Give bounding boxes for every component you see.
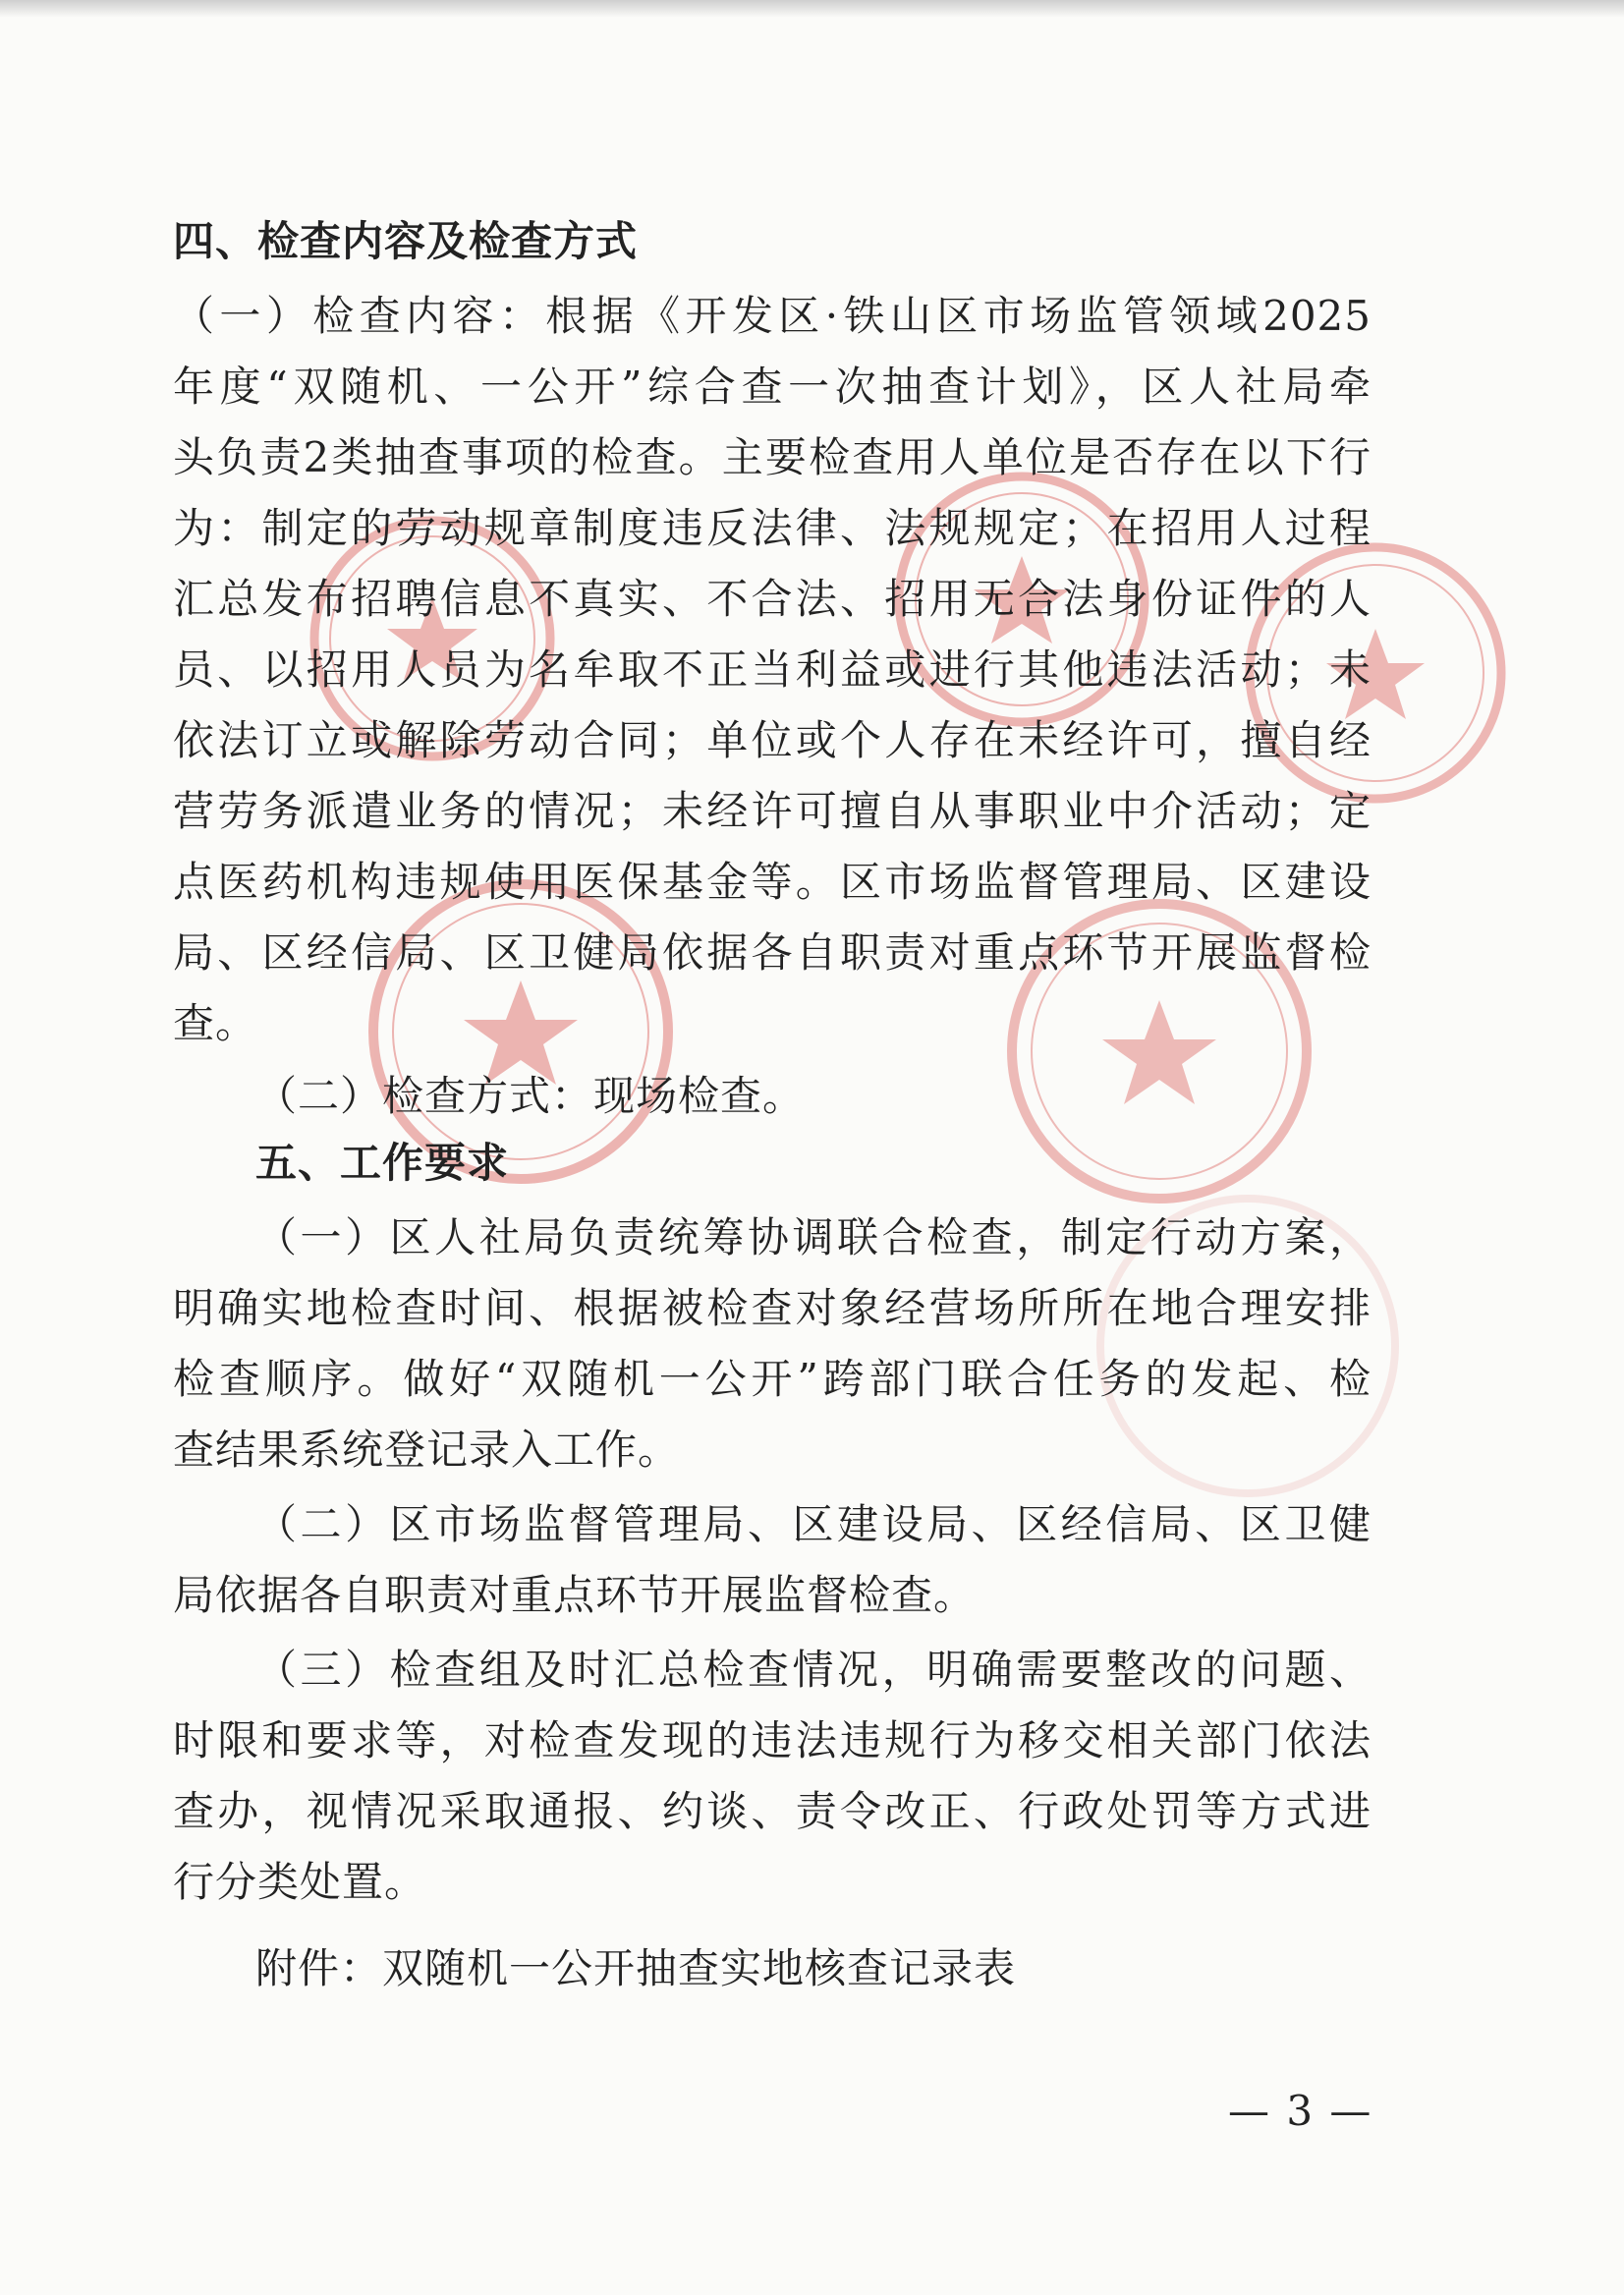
section-5-paragraph-line: 检查顺序。做好“双随机一公开”跨部门联合任务的发起、检 — [173, 1355, 1372, 1403]
section-4-paragraph-line: 局、区经信局、区卫健局依据各自职责对重点环节开展监督检 — [173, 928, 1372, 977]
section-5-paragraph-line: 时限和要求等，对检查发现的违法违规行为移交相关部门依法 — [173, 1716, 1372, 1764]
section-5-paragraph-line: （一）区人社局负责统筹协调联合检查，制定行动方案， — [255, 1213, 1372, 1261]
section-5-paragraph-line: （二）区市场监督管理局、区建设局、区经信局、区卫健 — [255, 1500, 1372, 1548]
attachment-note: 附件：双随机一公开抽查实地核查记录表 — [255, 1944, 1017, 1992]
page-number: — 3 — — [1228, 2087, 1373, 2135]
section-4-paragraph-line: 为：制定的劳动规章制度违反法律、法规规定；在招用人过程 — [173, 504, 1372, 552]
section-4-paragraph-line: （一）检查内容：根据《开发区·铁山区市场监管领域2025 — [173, 292, 1372, 340]
section-4-heading: 四、检查内容及检查方式 — [173, 217, 639, 265]
section-4-paragraph-line: 汇总发布招聘信息不真实、不合法、招用无合法身份证件的人 — [173, 575, 1372, 623]
section-5-paragraph-line: 查结果系统登记录入工作。 — [173, 1426, 681, 1474]
section-4-paragraph-line: 依法订立或解除劳动合同；单位或个人存在未经许可，擅自经 — [173, 716, 1372, 764]
section-4-paragraph-line: 年度“双随机、一公开”综合查一次抽查计划》，区人社局牵 — [173, 363, 1372, 411]
section-5-paragraph-line: 明确实地检查时间、根据被检查对象经营场所所在地合理安排 — [173, 1284, 1372, 1332]
section-4-paragraph-line: 头负责2类抽查事项的检查。主要检查用人单位是否存在以下行 — [173, 433, 1372, 481]
section-5-paragraph-line: 局依据各自职责对重点环节开展监督检查。 — [173, 1571, 977, 1619]
section-4-paragraph-line: 点医药机构违规使用医保基金等。区市场监督管理局、区建设 — [173, 858, 1372, 906]
section-4-paragraph-line: 查。 — [173, 999, 258, 1047]
section-5-paragraph-line: （三）检查组及时汇总检查情况，明确需要整改的问题、 — [255, 1646, 1372, 1694]
section-4-paragraph-line: 员、以招用人员为名牟取不正当利益或进行其他违法活动；未 — [173, 645, 1372, 694]
section-4-paragraph-line: 营劳务派遣业务的情况；未经许可擅自从事职业中介活动；定 — [173, 787, 1372, 835]
section-5-heading: 五、工作要求 — [255, 1139, 510, 1187]
section-5-paragraph-line: 行分类处置。 — [173, 1858, 427, 1906]
section-5-paragraph-line: 查办，视情况采取通报、约谈、责令改正、行政处罚等方式进 — [173, 1787, 1372, 1835]
section-4-inspection-method: （二）检查方式：现场检查。 — [255, 1072, 806, 1120]
